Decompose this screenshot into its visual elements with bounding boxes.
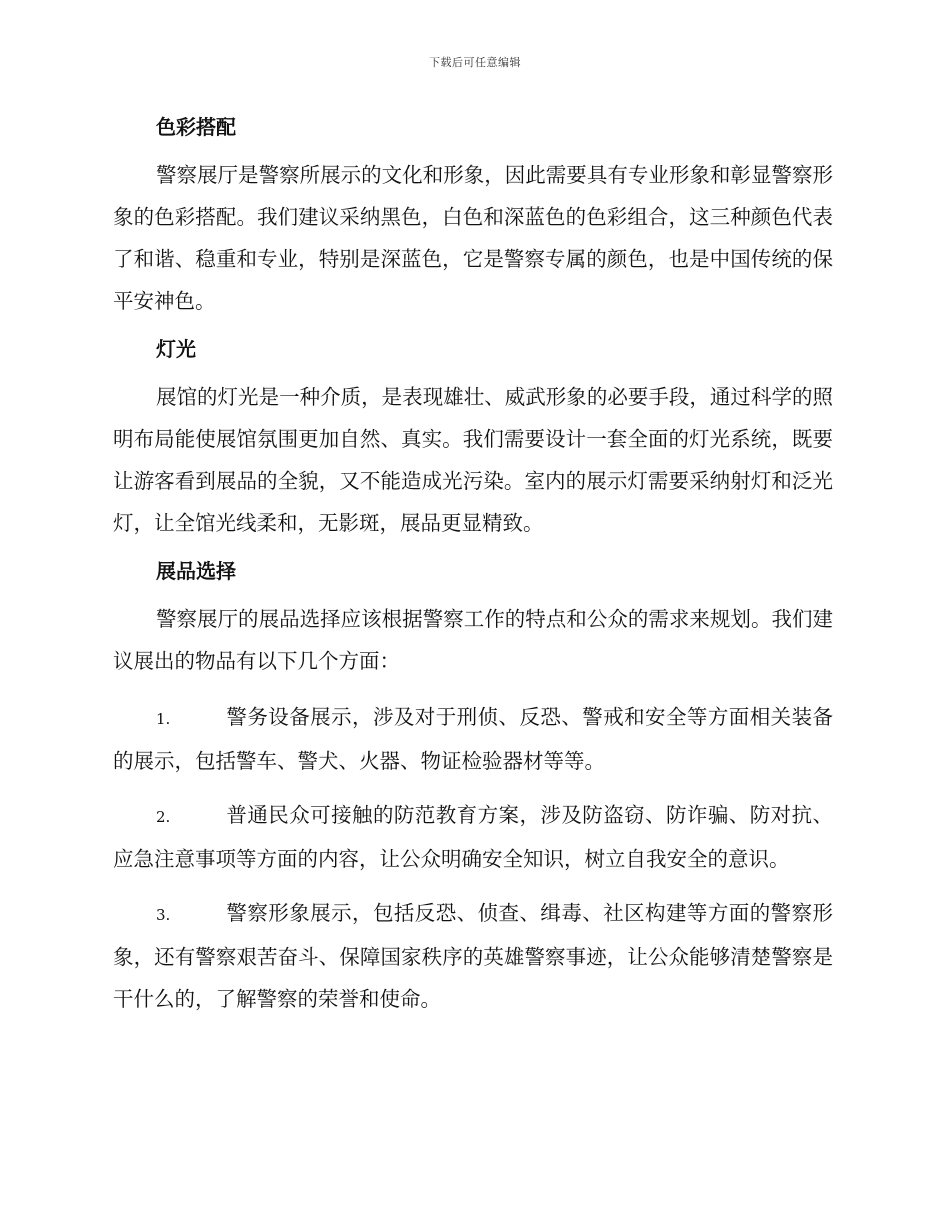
list-item	[113, 696, 833, 782]
section-paragraph-lighting: 展馆的灯光是一种介质，是表现雄壮、威武形象的必要手段，通过科学的照明布局能使展馆氛围更加自然、真实。我们需要设计一套全面的灯光系统，既要让游客看到展品的全貌，又不能造成光污染。室内的展示灯需要采纳射灯和泛光灯，让全馆光线柔和，无影斑，展品更显精致。	[113, 385, 833, 535]
list-item-number: 3.	[156, 906, 171, 924]
exhibit-list	[113, 696, 833, 1020]
list-item-text: 普通民众可接触的防范教育方案，涉及防盗窃、防诈骗、防对抗、应急注意事项等方面的内容，让公众明确安全知识，树立自我安全的意识。	[113, 803, 833, 871]
section-heading-exhibits: 展品选择	[156, 559, 236, 583]
list-item	[113, 794, 833, 880]
list-item-text: 警察形象展示，包括反恐、侦查、缉毒、社区构建等方面的警察形象，还有警察艰苦奋斗、保障国家秩序的英雄警察事迹，让公众能够清楚警察是干什么的，了解警察的荣誉和使命。	[113, 901, 833, 1011]
document-body	[113, 110, 833, 1020]
section-heading-color: 色彩搭配	[156, 115, 236, 139]
section-heading-lighting: 灯光	[156, 337, 196, 361]
list-item-number: 1.	[156, 710, 171, 728]
header-note: 下载后可任意编辑	[429, 56, 521, 69]
list-item-number: 2.	[156, 808, 171, 826]
section-paragraph-exhibits: 警察展厅的展品选择应该根据警察工作的特点和公众的需求来规划。我们建议展出的物品有以下几个方面：	[113, 607, 833, 673]
list-item-text: 警务设备展示，涉及对于刑侦、反恐、警戒和安全等方面相关装备的展示，包括警车、警犬、火器、物证检验器材等等。	[113, 705, 833, 773]
list-item	[113, 892, 833, 1020]
section-paragraph-color: 警察展厅是警察所展示的文化和形象，因此需要具有专业形象和彰显警察形象的色彩搭配。我们建议采纳黑色，白色和深蓝色的色彩组合，这三种颜色代表了和谐、稳重和专业，特别是深蓝色，它是警察专属的颜色，也是中国传统的保平安神色。	[113, 163, 833, 313]
